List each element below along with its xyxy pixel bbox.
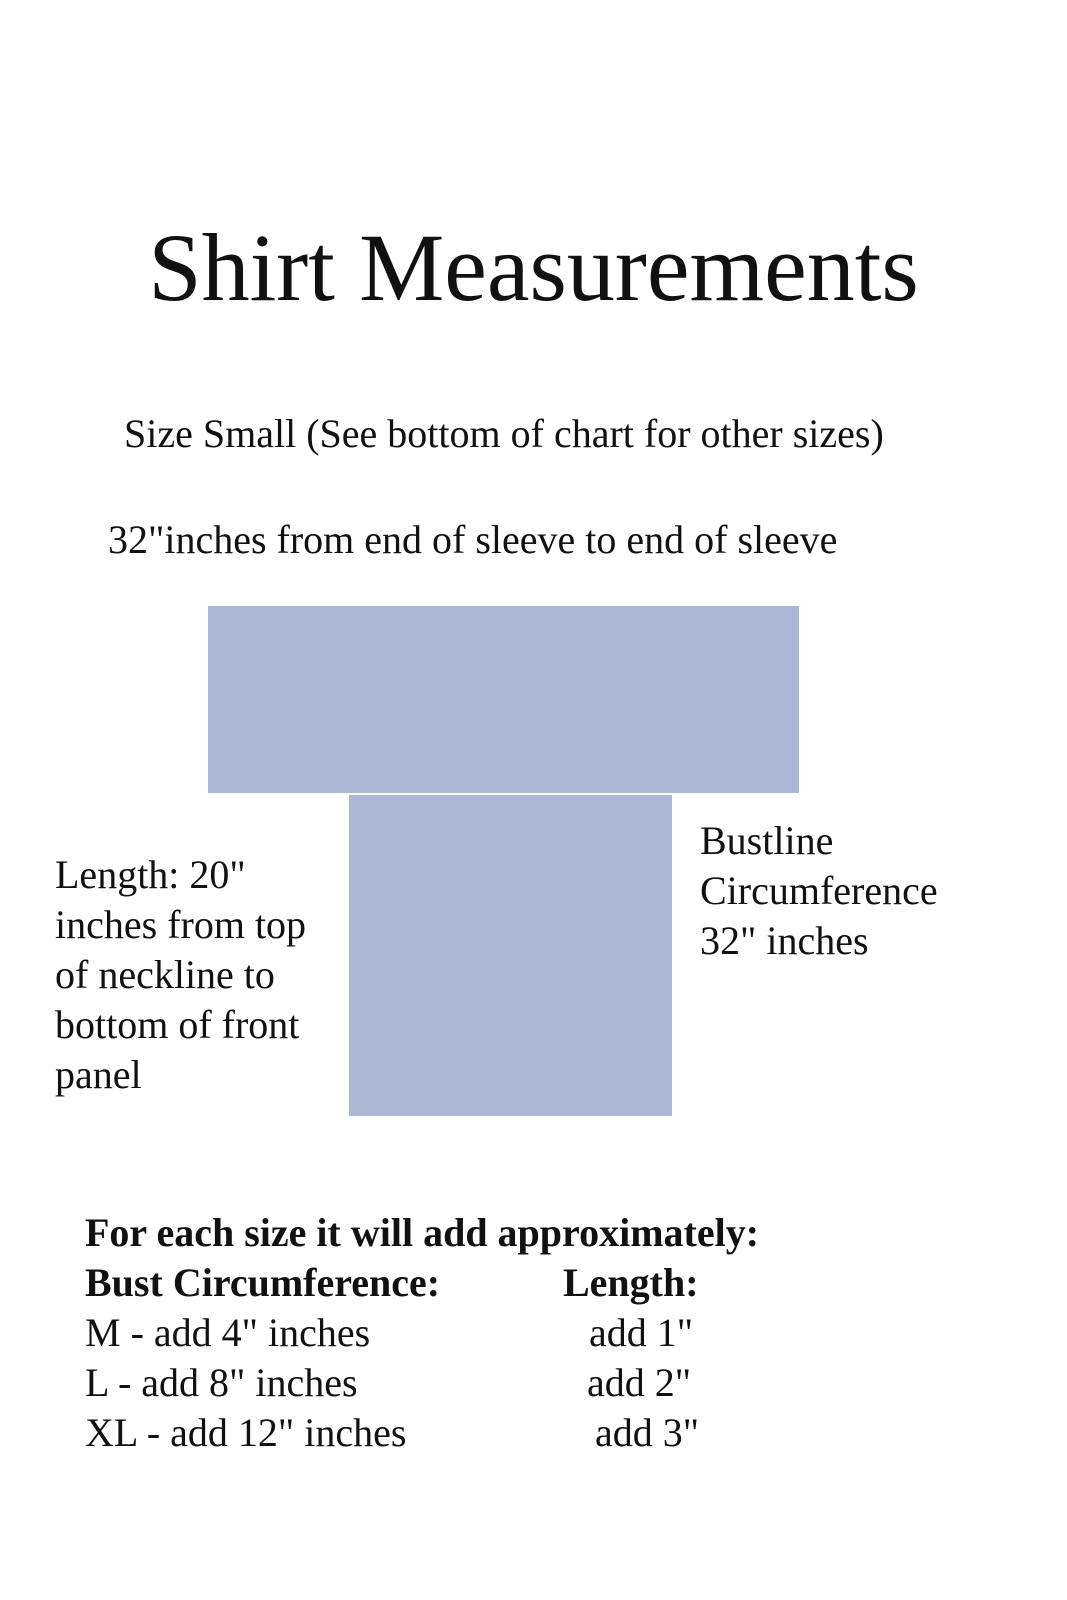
shirt-sleeve-panel bbox=[208, 606, 799, 793]
length-adjustment: add 3" bbox=[595, 1410, 700, 1455]
bust-column-header: Bust Circumference: bbox=[85, 1260, 441, 1305]
size-row-l bbox=[85, 1358, 985, 1408]
sleeve-measurement-label: 32"inches from end of sleeve to end of sleeve bbox=[108, 517, 838, 562]
size-table-heading: For each size it will add approximately: bbox=[85, 1210, 760, 1255]
bust-label-line: Bustline bbox=[700, 818, 834, 863]
size-row-m bbox=[85, 1308, 985, 1358]
bust-adjustment: L - add 8" inches bbox=[85, 1360, 358, 1405]
length-adjustment: add 2" bbox=[587, 1360, 692, 1405]
bust-label-line: 32" inches bbox=[700, 918, 869, 963]
shirt-body-panel bbox=[349, 795, 672, 1116]
length-column-header: Length: bbox=[563, 1260, 699, 1305]
bust-label-line: Circumference bbox=[700, 868, 938, 913]
size-row-xl bbox=[85, 1408, 985, 1458]
bust-adjustment: XL - add 12" inches bbox=[85, 1410, 407, 1455]
size-table-header-row bbox=[85, 1258, 985, 1308]
size-adjustment-table bbox=[85, 1208, 985, 1458]
bust-measurement-label bbox=[700, 816, 1000, 966]
page-title: Shirt Measurements bbox=[148, 214, 919, 321]
length-adjustment: add 1" bbox=[589, 1310, 694, 1355]
length-measurement-label: Length: 20" inches from top of neckline to bottom of front panel bbox=[55, 852, 307, 1097]
bust-adjustment: M - add 4" inches bbox=[85, 1310, 371, 1355]
size-subtitle: Size Small (See bottom of chart for other sizes) bbox=[124, 411, 884, 456]
